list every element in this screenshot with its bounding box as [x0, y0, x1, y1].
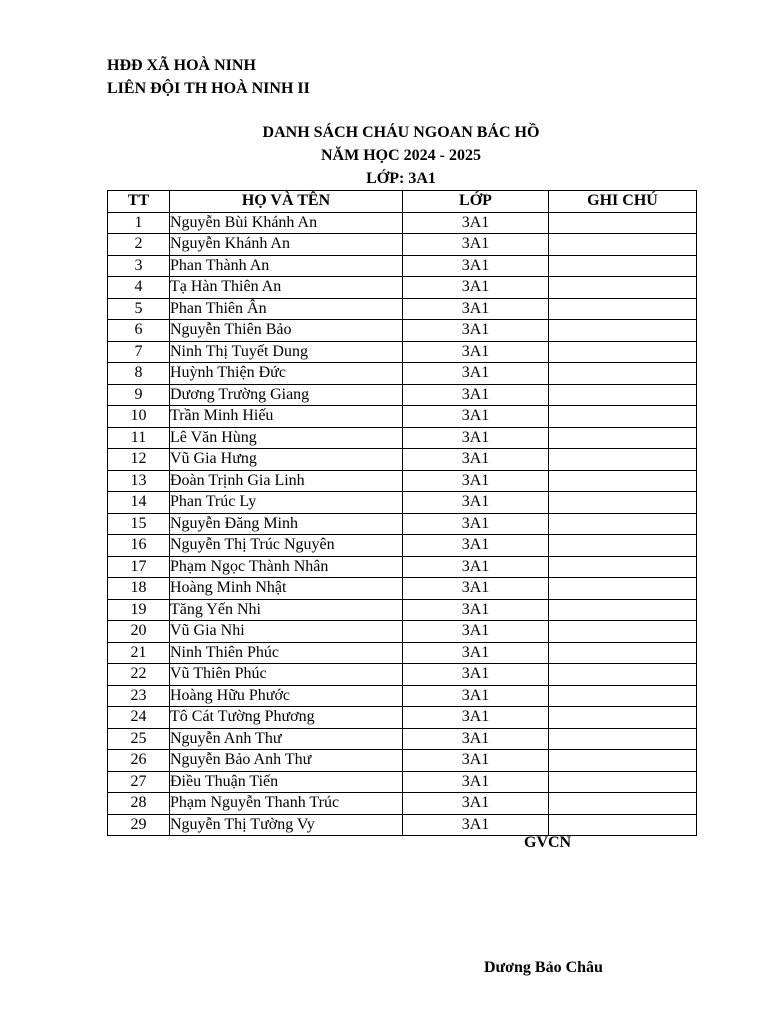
student-note [549, 664, 697, 686]
table-row [108, 707, 697, 729]
student-class: 3A1 [403, 513, 549, 535]
student-number: 18 [108, 578, 170, 600]
student-name: Vũ Gia Hưng [170, 449, 403, 471]
student-class: 3A1 [403, 728, 549, 750]
table-body [108, 212, 697, 836]
student-name: Huỳnh Thiện Đức [170, 363, 403, 385]
student-class: 3A1 [403, 578, 549, 600]
organization-line-1: HĐĐ XÃ HOÀ NINH [107, 57, 256, 74]
student-note [549, 234, 697, 256]
school-year: NĂM HỌC 2024 - 2025 [321, 147, 481, 164]
student-number: 12 [108, 449, 170, 471]
student-number: 25 [108, 728, 170, 750]
student-number: 26 [108, 750, 170, 772]
student-note [549, 277, 697, 299]
student-number: 22 [108, 664, 170, 686]
table-row [108, 513, 697, 535]
student-number: 2 [108, 234, 170, 256]
student-name: Ninh Thị Tuyết Dung [170, 341, 403, 363]
col-header-class: LỚP [403, 191, 549, 213]
student-name: Hoàng Minh Nhật [170, 578, 403, 600]
signer-name: Dương Bảo Châu [484, 959, 603, 976]
table-row [108, 578, 697, 600]
student-number: 3 [108, 255, 170, 277]
table-row [108, 599, 697, 621]
student-name: Ninh Thiên Phúc [170, 642, 403, 664]
student-class: 3A1 [403, 556, 549, 578]
student-note [549, 750, 697, 772]
student-note [549, 513, 697, 535]
table-row [108, 535, 697, 557]
table-row [108, 771, 697, 793]
student-name: Hoàng Hữu Phước [170, 685, 403, 707]
table-row [108, 492, 697, 514]
student-name: Tăng Yến Nhi [170, 599, 403, 621]
class-label: LỚP: 3A1 [366, 170, 436, 187]
student-name: Dương Trường Giang [170, 384, 403, 406]
student-number: 4 [108, 277, 170, 299]
student-note [549, 255, 697, 277]
student-class: 3A1 [403, 771, 549, 793]
student-note [549, 771, 697, 793]
student-class: 3A1 [403, 363, 549, 385]
student-name: Nguyễn Bảo Anh Thư [170, 750, 403, 772]
student-number: 10 [108, 406, 170, 428]
student-number: 17 [108, 556, 170, 578]
col-header-tt: TT [108, 191, 170, 213]
student-name: Điều Thuận Tiến [170, 771, 403, 793]
student-number: 13 [108, 470, 170, 492]
student-name: Phạm Nguyễn Thanh Trúc [170, 793, 403, 815]
student-class: 3A1 [403, 277, 549, 299]
student-number: 11 [108, 427, 170, 449]
col-header-name: HỌ VÀ TÊN [170, 191, 403, 213]
student-class: 3A1 [403, 599, 549, 621]
student-note [549, 470, 697, 492]
student-name: Vũ Gia Nhi [170, 621, 403, 643]
student-note [549, 707, 697, 729]
student-class: 3A1 [403, 212, 549, 234]
student-note [549, 728, 697, 750]
student-class: 3A1 [403, 406, 549, 428]
organization-line-2: LIÊN ĐỘI TH HOÀ NINH II [107, 80, 310, 97]
student-class: 3A1 [403, 492, 549, 514]
student-note [549, 320, 697, 342]
student-class: 3A1 [403, 298, 549, 320]
table-row [108, 750, 697, 772]
student-number: 6 [108, 320, 170, 342]
student-class: 3A1 [403, 621, 549, 643]
student-note [549, 642, 697, 664]
student-number: 27 [108, 771, 170, 793]
student-number: 20 [108, 621, 170, 643]
student-number: 16 [108, 535, 170, 557]
student-class: 3A1 [403, 535, 549, 557]
student-note [549, 578, 697, 600]
table-row [108, 298, 697, 320]
table-row [108, 449, 697, 471]
table-row [108, 470, 697, 492]
student-name: Lê Văn Hùng [170, 427, 403, 449]
student-class: 3A1 [403, 427, 549, 449]
student-class: 3A1 [403, 255, 549, 277]
student-number: 7 [108, 341, 170, 363]
student-name: Phan Trúc Ly [170, 492, 403, 514]
student-note [549, 427, 697, 449]
student-note [549, 556, 697, 578]
student-name: Phạm Ngọc Thành Nhân [170, 556, 403, 578]
student-number: 14 [108, 492, 170, 514]
table-row [108, 793, 697, 815]
table-row [108, 642, 697, 664]
table-row [108, 427, 697, 449]
student-name: Phan Thiên Ân [170, 298, 403, 320]
student-note [549, 449, 697, 471]
student-class: 3A1 [403, 384, 549, 406]
table-row [108, 320, 697, 342]
student-class: 3A1 [403, 320, 549, 342]
student-note [549, 814, 697, 836]
table-row [108, 728, 697, 750]
document-title: DANH SÁCH CHÁU NGOAN BÁC HỒ [262, 124, 540, 141]
student-class: 3A1 [403, 449, 549, 471]
table-row [108, 255, 697, 277]
student-number: 23 [108, 685, 170, 707]
table-row [108, 384, 697, 406]
student-name: Đoàn Trịnh Gia Linh [170, 470, 403, 492]
table-row [108, 363, 697, 385]
table-row [108, 234, 697, 256]
student-note [549, 535, 697, 557]
student-name: Vũ Thiên Phúc [170, 664, 403, 686]
student-name: Nguyễn Khánh An [170, 234, 403, 256]
table-row [108, 277, 697, 299]
student-number: 24 [108, 707, 170, 729]
student-note [549, 212, 697, 234]
student-name: Tạ Hàn Thiên An [170, 277, 403, 299]
table-row [108, 685, 697, 707]
student-class: 3A1 [403, 642, 549, 664]
student-class: 3A1 [403, 234, 549, 256]
student-class: 3A1 [403, 793, 549, 815]
student-table [107, 190, 697, 836]
student-number: 15 [108, 513, 170, 535]
student-note [549, 793, 697, 815]
student-note [549, 384, 697, 406]
student-number: 29 [108, 814, 170, 836]
student-note [549, 406, 697, 428]
student-note [549, 298, 697, 320]
student-note [549, 621, 697, 643]
student-note [549, 492, 697, 514]
table-row [108, 406, 697, 428]
student-name: Tô Cát Tường Phương [170, 707, 403, 729]
student-name: Nguyễn Thiên Bảo [170, 320, 403, 342]
student-note [549, 341, 697, 363]
table-row [108, 556, 697, 578]
student-name: Nguyễn Thị Tường Vy [170, 814, 403, 836]
student-class: 3A1 [403, 750, 549, 772]
table-row [108, 341, 697, 363]
table-row [108, 814, 697, 836]
student-class: 3A1 [403, 707, 549, 729]
student-number: 5 [108, 298, 170, 320]
col-header-note: GHI CHÚ [549, 191, 697, 213]
student-number: 1 [108, 212, 170, 234]
student-name: Phan Thành An [170, 255, 403, 277]
student-class: 3A1 [403, 470, 549, 492]
student-name: Nguyễn Thị Trúc Nguyên [170, 535, 403, 557]
student-number: 8 [108, 363, 170, 385]
student-class: 3A1 [403, 685, 549, 707]
student-number: 19 [108, 599, 170, 621]
student-name: Nguyễn Đăng Minh [170, 513, 403, 535]
table-header-row [108, 191, 697, 213]
student-note [549, 363, 697, 385]
student-class: 3A1 [403, 341, 549, 363]
teacher-role-label: GVCN [524, 834, 572, 851]
table-row [108, 212, 697, 234]
student-note [549, 685, 697, 707]
student-name: Nguyễn Anh Thư [170, 728, 403, 750]
student-name: Trần Minh Hiếu [170, 406, 403, 428]
table-row [108, 664, 697, 686]
student-class: 3A1 [403, 814, 549, 836]
table-row [108, 621, 697, 643]
student-number: 21 [108, 642, 170, 664]
student-class: 3A1 [403, 664, 549, 686]
student-name: Nguyễn Bùi Khánh An [170, 212, 403, 234]
student-note [549, 599, 697, 621]
student-number: 9 [108, 384, 170, 406]
student-number: 28 [108, 793, 170, 815]
